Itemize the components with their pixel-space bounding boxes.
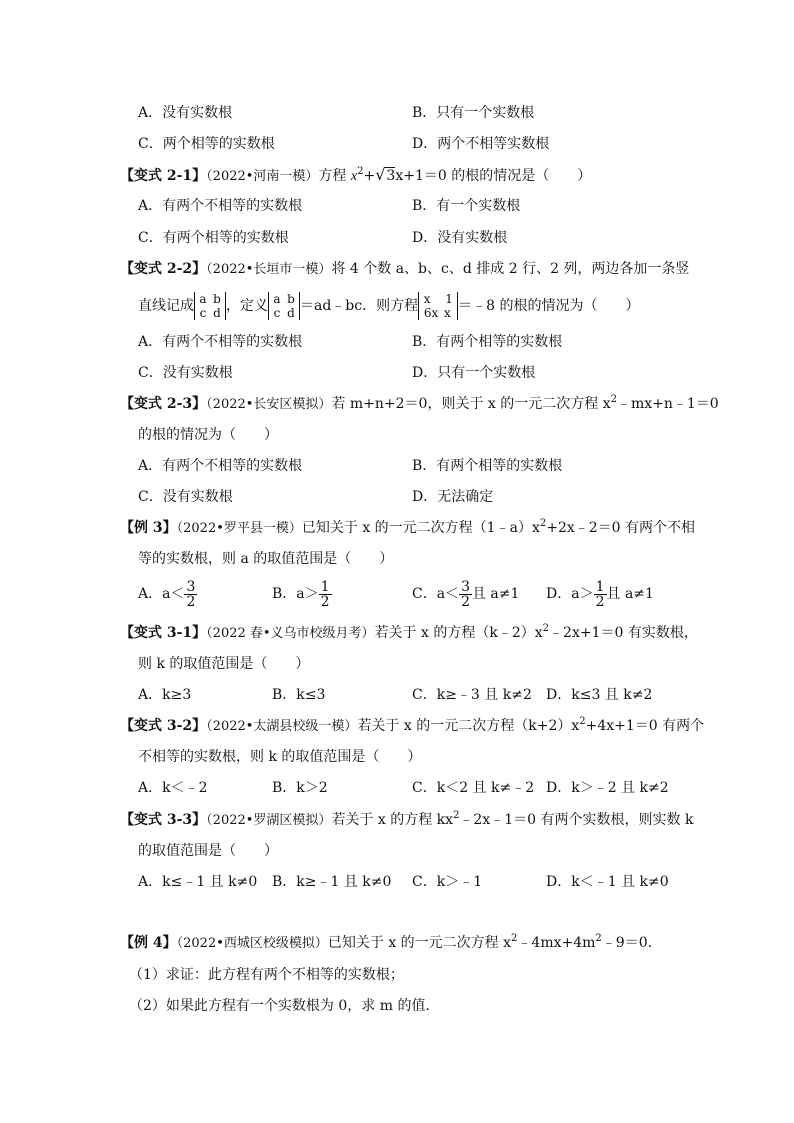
option-b: B．有两个相等的实数根 [412, 458, 563, 474]
determinant-definition-2: a b c d [268, 292, 300, 320]
fraction: $\frac{1}{2}$ [595, 578, 605, 610]
question-v22: 【变式 2-2】（2022•长垣市一模）将 4 个数 a、b、c、d 排成 2 行、2 列，两边各加一条竖 [120, 261, 690, 277]
fraction: $\frac{1}{2}$ [320, 578, 330, 610]
question-v33: 【变式 3-3】（2022•罗湖区模拟）若关于 x 的方程 $kx^2﹣2x﹣1=0$ 有两个实数根，则实数 k [120, 810, 694, 828]
option-d: D．没有实数根 [412, 230, 508, 246]
question-ex4-part1: （1）求证：此方程有两个不相等的实数根； [129, 967, 404, 983]
option-c: C．a＜ $\frac{3}{2}$ 且 a≠1 [412, 578, 520, 610]
question-v23-line2: 的根的情况为（ ） [138, 427, 278, 443]
option-b: B．有两个相等的实数根 [412, 334, 563, 350]
question-v21: 【变式 2-1】（2022•河南一模）方程 $x^2+√3x+1=0$ 的根的情况是（ ） [120, 165, 592, 184]
question-ex4: 【例 4】（2022•西城区校级模拟）已知关于 x 的一元二次方程 $x^2﹣4mx+4m^2﹣9=0$． [120, 933, 662, 951]
option-d: D．只有一个实数根 [412, 365, 536, 381]
option-c: C．没有实数根 [138, 489, 233, 505]
option-c: C．没有实数根 [138, 365, 233, 381]
fraction: $\frac{3}{2}$ [461, 578, 470, 610]
question-v31-line2: 则 k 的取值范围是（ ） [138, 656, 310, 672]
option-b: B．只有一个实数根 [412, 105, 535, 121]
question-ex4-part2: （2）如果此方程有一个实数根为 0，求 m 的值． [129, 998, 440, 1014]
question-ex3-line2: 等的实数根，则 a 的取值范围是（ ） [138, 551, 394, 567]
option-d: D．a＞ $\frac{1}{2}$ 且 a≠1 [546, 578, 654, 610]
option-a: A．有两个不相等的实数根 [138, 334, 303, 350]
option-a: A．a＜ $\frac{3}{2}$ [138, 578, 196, 610]
sqrt-symbol: √3 [375, 165, 396, 184]
option-c: C．有两个相等的实数根 [138, 230, 289, 246]
option-b: B．k≤3 [272, 687, 326, 703]
question-v23: 【变式 2-3】（2022•长安区模拟）若 m+n+2＝0，则关于 x 的一元二次方程 $x^2﹣mx+n﹣1=0$ [120, 394, 719, 412]
fraction: $\frac{3}{2}$ [186, 578, 196, 610]
option-a: A．k≤﹣1 且 k≠0 [138, 874, 258, 890]
question-v22-line2: 直线记成 a b c d ，定义 a b c d ＝ad﹣bc．则方程 x 1 6x x ＝﹣8 的根的情况为（ ） [138, 292, 640, 320]
option-c: C．两个相等的实数根 [138, 136, 275, 152]
option-c: C．k≥﹣3 且 k≠2 [412, 687, 532, 703]
option-d: D．两个不相等实数根 [412, 136, 550, 152]
option-b: B．k＞2 [272, 780, 328, 796]
question-v33-line2: 的取值范围是（ ） [138, 843, 278, 859]
option-b: B．a＞ $\frac{1}{2}$ [272, 578, 330, 610]
question-v32-line2: 不相等的实数根，则 k 的取值范围是（ ） [138, 749, 422, 765]
option-c: C．k＜2 且 k≠﹣2 [412, 780, 535, 796]
option-d: D．k≤3 且 k≠2 [546, 687, 653, 703]
option-b: B．有一个实数根 [412, 198, 521, 214]
option-c: C．k＞﹣1 [412, 874, 483, 890]
option-d: D．k＞﹣2 且 k≠2 [546, 780, 669, 796]
option-a: A．k＜﹣2 [138, 780, 208, 796]
question-v32: 【变式 3-2】（2022•太湖县校级一模）若关于 x 的一元二次方程$(k+2)x^2+4x+1=0$ 有两个 [120, 716, 705, 734]
option-b: B．k≥﹣1 且 k≠0 [272, 874, 392, 890]
question-ex3: 【例 3】（2022•罗平县一模）已知关于 x 的一元二次方程$(1﹣a)x^2+2x﹣2=0$ 有两个不相 [120, 518, 696, 536]
option-a: A．有两个不相等的实数根 [138, 458, 303, 474]
determinant-equation: x 1 6x x [418, 292, 458, 320]
question-source: （2022•河南一模） [206, 169, 319, 184]
option-a: A．有两个不相等的实数根 [138, 198, 303, 214]
question-tag: 【变式 2-1】 [120, 168, 207, 184]
determinant-definition: a b c d [194, 292, 226, 320]
option-d: D．k＜﹣1 且 k≠0 [546, 874, 669, 890]
option-a: A．k≥3 [138, 687, 192, 703]
option-d: D．无法确定 [412, 489, 494, 505]
question-v31: 【变式 3-1】（2022 春•义乌市校级月考）若关于 x 的方程$(k﹣2)x^2﹣2x+1=0$ 有实数根， [120, 623, 698, 641]
option-a: A．没有实数根 [138, 105, 233, 121]
